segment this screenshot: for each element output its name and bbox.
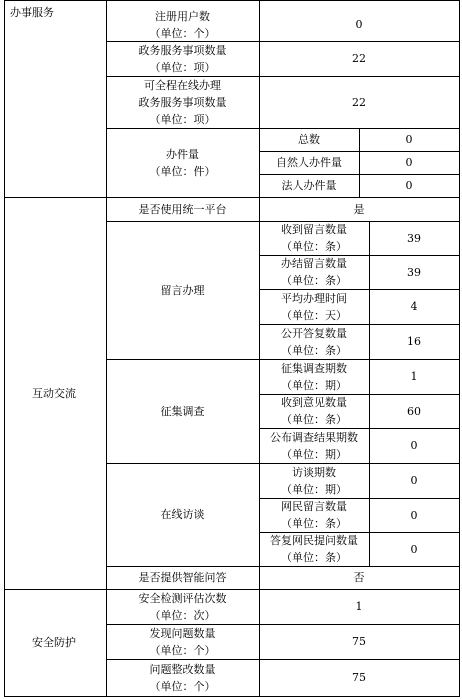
cases-total-value: 0 [405,133,413,146]
cases-legal-value: 0 [405,179,413,192]
messages-avg-time-label: 平均办理时间 （单位：天） [281,291,347,322]
interviews-replies-label: 答复网民提问数量 （单位：条） [270,534,358,564]
registered-users-label: 注册用户数 （单位：个） [149,9,216,40]
messages-closed-label: 办结留言数量 （单位：条） [281,257,347,287]
table-border-left [4,0,5,697]
service-items-value: 22 [352,52,366,65]
row-divider [106,221,460,222]
messages-public-reply-value: 16 [407,335,421,348]
messages-received-label: 收到留言数量 （单位：条） [281,223,347,253]
column-divider [359,128,360,197]
messages-closed-value: 39 [407,265,421,279]
row-divider [106,659,460,660]
row-divider [106,566,460,567]
section-interaction-label: 互动交流 [32,386,76,400]
cases-natural-value: 0 [405,156,413,169]
security-issues-label: 发现问题数量 （单位：个） [149,626,216,657]
section-service-label: 办事服务 [10,5,54,19]
table-border-bottom [4,696,460,697]
online-items-value: 22 [352,95,366,109]
messages-avg-time-value: 4 [410,300,418,313]
surveys-results-label: 公布调查结果期数 （单位：期） [270,430,358,461]
interviews-periods-label: 访谈期数 （单位：期） [281,465,347,496]
messages-received-value: 39 [407,231,421,245]
table-border-top [4,0,460,1]
row-divider [259,174,460,175]
cases-total-label: 总数 [298,133,320,146]
row-divider [259,394,460,395]
interviews-periods-value: 0 [410,474,418,487]
interviews-messages-label: 网民留言数量 （单位：条） [281,500,347,530]
row-divider [106,41,460,42]
section-security-label: 安全防护 [32,636,76,649]
row-divider [259,289,460,290]
cases-natural-label: 自然人办件量 [276,156,342,169]
interviews-label: 在线访谈 [160,508,205,521]
row-divider [106,128,460,129]
row-divider [259,151,460,152]
interviews-messages-value: 0 [410,508,418,522]
surveys-periods-value: 1 [410,370,418,383]
row-divider [259,255,460,256]
smart-qa-value: 否 [353,571,365,584]
security-fixes-value: 75 [352,671,366,684]
row-divider [106,624,460,625]
service-items-label: 政务服务事项数量 （单位：项） [138,43,227,74]
row-divider [259,428,460,429]
surveys-label: 征集调查 [160,404,205,418]
security-checks-label: 安全检测评估次数 （单位：次） [138,591,227,622]
surveys-periods-label: 征集调查期数 （单位：期） [281,361,347,392]
column-divider [106,0,107,697]
row-divider [259,498,460,499]
interviews-replies-value: 0 [410,542,418,556]
registered-users-value: 0 [355,18,363,31]
messages-public-reply-label: 公开答复数量 （单位：条） [281,326,347,357]
row-divider [259,324,460,325]
cases-label: 办件量 （单位：件） [149,147,216,178]
row-divider [106,76,460,77]
security-checks-value: 1 [355,600,363,613]
row-divider [259,532,460,533]
messages-label: 留言办理 [160,283,205,297]
surveys-opinions-value: 60 [407,404,421,418]
smart-qa-label: 是否提供智能问答 [138,571,227,584]
unified-platform-value: 是 [353,202,365,216]
row-divider [106,463,460,464]
security-issues-value: 75 [352,635,366,648]
surveys-results-value: 0 [410,439,418,452]
row-divider [106,359,460,360]
column-divider [259,0,260,697]
surveys-opinions-label: 收到意见数量 （单位：条） [281,396,347,426]
section-divider [4,197,460,198]
security-fixes-label: 问题整改数量 （单位：个） [149,662,216,693]
online-items-label: 可全程在线办理 政务服务事项数量 （单位：项） [138,78,227,126]
table-border-right [459,0,460,697]
unified-platform-label: 是否使用统一平台 [138,202,227,216]
section-divider [4,589,460,590]
cases-legal-label: 法人办件量 [281,179,337,192]
